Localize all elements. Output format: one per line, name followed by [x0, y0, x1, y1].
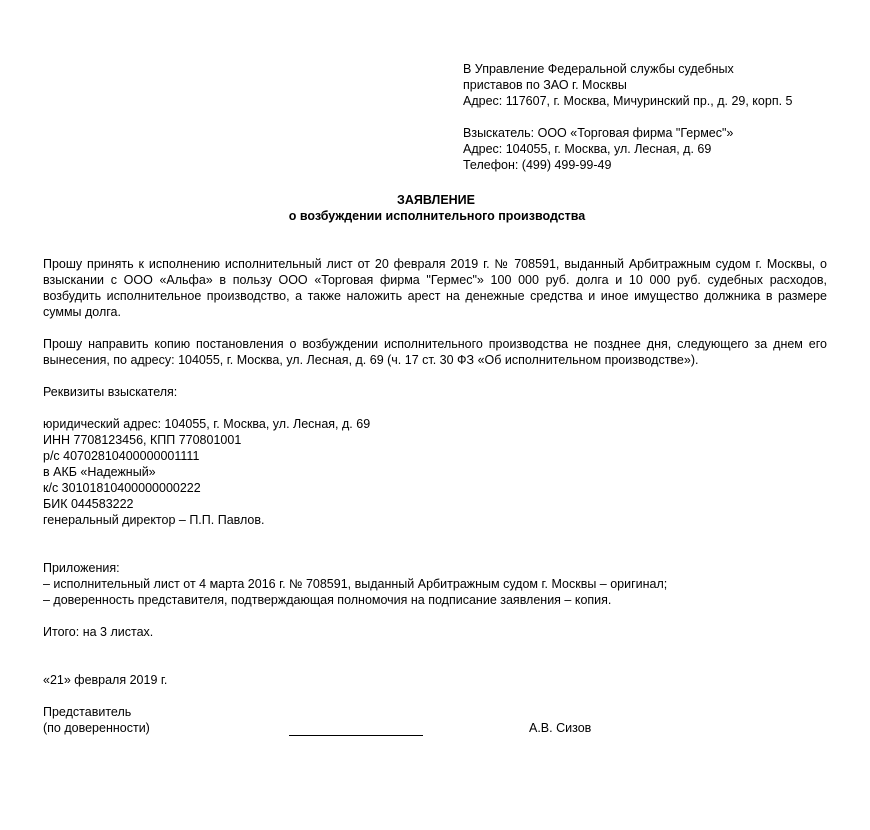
addressee-line: приставов по ЗАО г. Москвы [463, 78, 627, 92]
total-sheets: Итого: на 3 листах. [43, 625, 154, 639]
requisite-item: в АКБ «Надежный» [43, 465, 156, 479]
copy-request-paragraph: Прошу направить копию постановления о возбуждении исполнительного производства не позднее дня, следующего за днем его вынесения, по адресу: 104055, г. Москва, ул. Лесная, д. 69 (ч. 17 ст. 30 ФЗ «Об исполнительном производстве»). [43, 337, 827, 367]
addressee-block [463, 61, 863, 173]
attachment-item: – доверенность представителя, подтверждающая полномочия на подписание заявления – копия. [43, 593, 612, 607]
addressee-address: Адрес: 117607, г. Москва, Мичуринский пр., д. 29, корп. 5 [463, 94, 793, 108]
document-date: «21» февраля 2019 г. [43, 673, 168, 687]
attachment-item: – исполнительный лист от 4 марта 2016 г. № 708591, выданный Арбитражным судом г. Москвы – оригинал; [43, 577, 668, 591]
document-title [0, 192, 870, 224]
document-body [43, 256, 827, 736]
attachments-heading: Приложения: [43, 561, 120, 575]
signatory-name: А.В. Сизов [529, 721, 592, 735]
requisite-item: ИНН 7708123456, КПП 770801001 [43, 433, 242, 447]
signatory-basis: (по доверенности) [43, 721, 150, 735]
claimant-name: Взыскатель: ООО «Торговая фирма "Гермес"» [463, 126, 734, 140]
requisite-item: БИК 044583222 [43, 497, 134, 511]
requisite-item: генеральный директор – П.П. Павлов. [43, 513, 265, 527]
requisites-heading: Реквизиты взыскателя: [43, 385, 178, 399]
claimant-phone: Телефон: (499) 499-99-49 [463, 158, 612, 172]
request-paragraph: Прошу принять к исполнению исполнительный лист от 20 февраля 2019 г. № 708591, выданный Арбитражным судом г. Москвы, о взыскании с ООО «Альфа» в пользу ООО «Торговая фирма "Гермес"» 100 000 руб. долга и 10 000 руб. судебных расходов, возбудить исполнительное производство, а также наложить арест на денежные средства и иное имущество должника в размере суммы долга. [43, 257, 827, 319]
requisite-item: р/с 40702810400000001111 [43, 449, 200, 463]
addressee-line: В Управление Федеральной службы судебных [463, 62, 734, 76]
signatory-role: Представитель [43, 705, 132, 719]
signature-line [289, 720, 423, 736]
signature-row [43, 720, 827, 736]
claimant-address: Адрес: 104055, г. Москва, ул. Лесная, д. 69 [463, 142, 712, 156]
title-sub: о возбуждении исполнительного производства [288, 209, 586, 223]
title-main: ЗАЯВЛЕНИЕ [396, 193, 475, 207]
requisite-item: юридический адрес: 104055, г. Москва, ул. Лесная, д. 69 [43, 417, 371, 431]
requisite-item: к/с 30101810400000000222 [43, 481, 201, 495]
